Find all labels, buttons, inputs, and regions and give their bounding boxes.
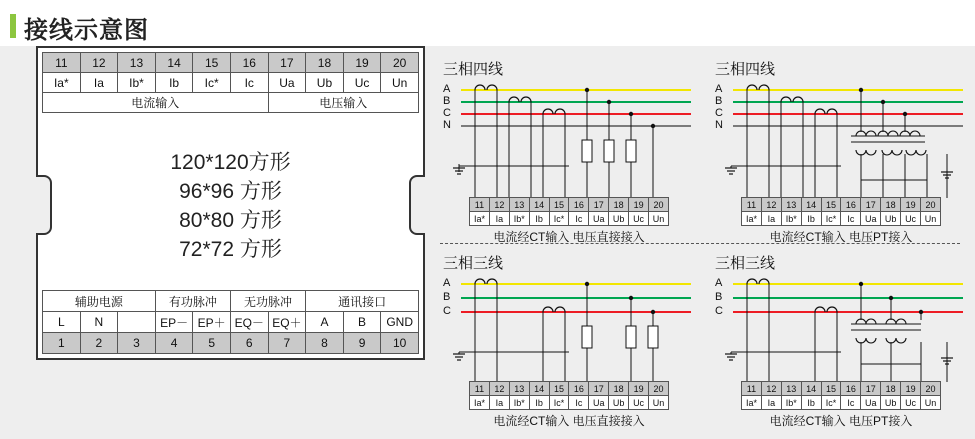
- terminal-label: Ia: [489, 212, 509, 226]
- page-header: [0, 8, 975, 46]
- terminal-label: Ib*: [118, 73, 156, 93]
- terminal-number: 18: [881, 198, 901, 212]
- group-label-reactive-pulse: 无功脉冲: [230, 291, 305, 312]
- terminal-label: Ub: [306, 73, 344, 93]
- terminal-number: 16: [841, 382, 861, 396]
- terminal-number: 11: [742, 198, 762, 212]
- terminal-label: Un: [649, 212, 669, 226]
- terminal-number: 11: [470, 382, 490, 396]
- terminal-label: Ib*: [509, 212, 529, 226]
- phase-label-a: A: [715, 277, 723, 289]
- terminal-number: 5: [193, 333, 231, 354]
- terminal-number: 20: [649, 198, 669, 212]
- diagram-terminal-table: [741, 381, 941, 410]
- terminal-number: 16: [841, 198, 861, 212]
- terminal-number: 3: [118, 333, 156, 354]
- terminal-number: 13: [781, 198, 801, 212]
- terminal-label: GND: [381, 312, 419, 333]
- terminal-label: Ib*: [781, 212, 801, 226]
- diagram-caption: 电流经CT输入 电压直接接入: [493, 230, 645, 244]
- terminal-label: Ib: [155, 73, 193, 93]
- table-row: [742, 198, 941, 212]
- terminal-number: 12: [489, 198, 509, 212]
- terminal-label: Ua: [861, 396, 881, 410]
- terminal-label: Ib*: [781, 396, 801, 410]
- terminal-number: 13: [509, 198, 529, 212]
- terminal-label: Ib: [529, 396, 549, 410]
- page-title: 接线示意图: [24, 17, 149, 44]
- terminal-number: 20: [381, 53, 419, 73]
- terminal-label: A: [306, 312, 344, 333]
- terminal-label: Ic*: [193, 73, 231, 93]
- phase-label-c: C: [715, 107, 723, 119]
- terminal-label: EP－: [155, 312, 193, 333]
- table-row: [470, 198, 669, 212]
- terminal-number: 18: [306, 53, 344, 73]
- terminal-label: [118, 312, 156, 333]
- phase-label-n: N: [443, 119, 451, 131]
- terminal-number: 4: [155, 333, 193, 354]
- terminal-number: 17: [861, 198, 881, 212]
- terminal-number: 15: [549, 382, 569, 396]
- terminal-label: Un: [921, 396, 941, 410]
- phase-label-a: A: [443, 83, 451, 95]
- terminal-number: 14: [155, 53, 193, 73]
- meter-size-line: 96*96 方形: [179, 180, 282, 203]
- terminal-number: 15: [821, 198, 841, 212]
- terminal-number: 17: [268, 53, 306, 73]
- terminal-label: N: [80, 312, 118, 333]
- diagram-terminal-table: [469, 197, 669, 226]
- terminal-number: 11: [742, 382, 762, 396]
- terminal-label: Ua: [268, 73, 306, 93]
- terminal-number: 9: [343, 333, 381, 354]
- terminal-number: 16: [569, 382, 589, 396]
- terminal-label: Ua: [589, 212, 609, 226]
- terminal-label: Ib*: [509, 396, 529, 410]
- terminal-label: Ib: [529, 212, 549, 226]
- terminal-label: Ic: [569, 396, 589, 410]
- terminal-number: 13: [118, 53, 156, 73]
- terminal-number: 17: [589, 382, 609, 396]
- terminal-label: Ic*: [549, 396, 569, 410]
- diagram-caption: 电流经CT输入 电压直接接入: [493, 414, 645, 428]
- terminal-label: Ib: [801, 212, 821, 226]
- terminal-label: Un: [921, 212, 941, 226]
- terminal-label: Ub: [881, 396, 901, 410]
- terminal-label: Ic*: [549, 212, 569, 226]
- terminal-number: 19: [629, 198, 649, 212]
- terminal-number: 18: [609, 382, 629, 396]
- meter-drawing: [36, 46, 421, 356]
- terminal-label: Ic: [841, 212, 861, 226]
- terminal-number: 11: [470, 198, 490, 212]
- terminal-label: Un: [649, 396, 669, 410]
- terminal-number: 14: [529, 382, 549, 396]
- terminal-label: Ub: [609, 396, 629, 410]
- terminal-label: Uc: [629, 212, 649, 226]
- phase-label-b: B: [443, 95, 451, 107]
- diagram-title: 三相三线: [443, 255, 504, 272]
- terminal-label: Ic: [841, 396, 861, 410]
- table-row: [43, 73, 419, 93]
- terminal-label: Uc: [901, 396, 921, 410]
- terminal-label: Ic*: [821, 212, 841, 226]
- terminal-number: 8: [306, 333, 344, 354]
- phase-label-c: C: [443, 107, 451, 119]
- diagram-terminal-table: [469, 381, 669, 410]
- terminal-label: Ub: [609, 212, 629, 226]
- terminal-number: 18: [881, 382, 901, 396]
- terminal-label: Ua: [589, 396, 609, 410]
- terminal-label: Ia*: [470, 212, 490, 226]
- terminal-number: 6: [230, 333, 268, 354]
- terminal-number: 12: [80, 53, 118, 73]
- terminal-label: Ia: [761, 212, 781, 226]
- terminal-number: 16: [569, 198, 589, 212]
- wiring-diagram-3p3w-direct: [443, 252, 693, 427]
- terminal-number: 1: [43, 333, 81, 354]
- terminal-number: 19: [901, 382, 921, 396]
- phase-label-b: B: [443, 291, 451, 303]
- terminal-number: 17: [589, 198, 609, 212]
- phase-label-b: B: [715, 291, 723, 303]
- group-label-voltage: 电压输入: [268, 93, 418, 113]
- table-row: [43, 333, 419, 354]
- terminal-label: B: [343, 312, 381, 333]
- table-row: [742, 212, 941, 226]
- diagram-title: 三相四线: [443, 61, 504, 78]
- terminal-label: Uc: [901, 212, 921, 226]
- diagram-caption: 电流经CT输入 电压PT接入: [769, 414, 913, 428]
- wiring-diagram-3p3w-pt: [715, 252, 965, 427]
- terminal-number: 13: [509, 382, 529, 396]
- terminal-number: 15: [193, 53, 231, 73]
- terminal-label: Ic: [569, 212, 589, 226]
- terminal-number: 12: [761, 198, 781, 212]
- terminal-number: 18: [609, 198, 629, 212]
- terminal-number: 14: [801, 382, 821, 396]
- terminal-number: 19: [343, 53, 381, 73]
- terminal-label: EP＋: [193, 312, 231, 333]
- diagram-title: 三相三线: [715, 255, 776, 272]
- terminal-number: 14: [529, 198, 549, 212]
- meter-top-terminal-table: [42, 52, 419, 113]
- terminal-number: 15: [549, 198, 569, 212]
- table-row: [470, 212, 669, 226]
- diagram-terminal-table: [741, 197, 941, 226]
- terminal-number: 20: [649, 382, 669, 396]
- terminal-number: 16: [230, 53, 268, 73]
- terminal-label: Uc: [343, 73, 381, 93]
- terminal-number: 12: [761, 382, 781, 396]
- table-row: [43, 312, 419, 333]
- terminal-number: 19: [629, 382, 649, 396]
- terminal-number: 7: [268, 333, 306, 354]
- accent-bar-icon: [10, 14, 16, 38]
- diagram-title: 三相四线: [715, 61, 776, 78]
- terminal-number: 13: [781, 382, 801, 396]
- meter-body: [36, 46, 425, 360]
- terminal-label: Ia*: [43, 73, 81, 93]
- terminal-number: 19: [901, 198, 921, 212]
- wiring-diagram-3p4w-pt: [715, 58, 965, 244]
- terminal-label: Ic*: [821, 396, 841, 410]
- table-row: [43, 291, 419, 312]
- terminal-number: 10: [381, 333, 419, 354]
- terminal-number: 15: [821, 382, 841, 396]
- phase-label-c: C: [443, 305, 451, 317]
- wiring-diagram-3p4w-direct: [443, 58, 693, 244]
- terminal-number: 12: [489, 382, 509, 396]
- terminal-label: Ia: [80, 73, 118, 93]
- terminal-number: 20: [921, 198, 941, 212]
- terminal-number: 11: [43, 53, 81, 73]
- terminal-label: Ia: [761, 396, 781, 410]
- diagram-caption: 电流经CT输入 电压PT接入: [769, 230, 913, 244]
- terminal-label: Un: [381, 73, 419, 93]
- meter-size-line: 80*80 方形: [179, 209, 282, 232]
- terminal-label: Ic: [230, 73, 268, 93]
- table-row: [742, 396, 941, 410]
- terminal-number: 14: [801, 198, 821, 212]
- meter-size-line: 72*72 方形: [179, 238, 282, 261]
- table-row: [470, 396, 669, 410]
- group-label-current: 电流输入: [43, 93, 269, 113]
- phase-label-b: B: [715, 95, 723, 107]
- phase-label-a: A: [443, 277, 451, 289]
- terminal-label: L: [43, 312, 81, 333]
- terminal-label: Ia*: [470, 396, 490, 410]
- meter-bottom-terminal-table: [42, 290, 419, 354]
- group-label-comm: 通讯接口: [306, 291, 419, 312]
- terminal-label: Ub: [881, 212, 901, 226]
- terminal-label: Ib: [801, 396, 821, 410]
- terminal-label: Uc: [629, 396, 649, 410]
- terminal-label: EQ－: [230, 312, 268, 333]
- phase-label-a: A: [715, 83, 723, 95]
- phase-label-c: C: [715, 305, 723, 317]
- group-label-active-pulse: 有功脉冲: [155, 291, 230, 312]
- terminal-label: Ia*: [742, 396, 762, 410]
- terminal-label: Ua: [861, 212, 881, 226]
- terminal-label: Ia*: [742, 212, 762, 226]
- terminal-number: 17: [861, 382, 881, 396]
- group-label-power: 辅助电源: [43, 291, 156, 312]
- meter-size-list: [38, 148, 423, 264]
- terminal-number: 2: [80, 333, 118, 354]
- table-row: [43, 93, 419, 113]
- terminal-label: EQ＋: [268, 312, 306, 333]
- table-row: [742, 382, 941, 396]
- phase-label-n: N: [715, 119, 723, 131]
- terminal-number: 20: [921, 382, 941, 396]
- table-row: [470, 382, 669, 396]
- meter-size-line: 120*120方形: [170, 151, 291, 174]
- table-row: [43, 53, 419, 73]
- terminal-label: Ia: [489, 396, 509, 410]
